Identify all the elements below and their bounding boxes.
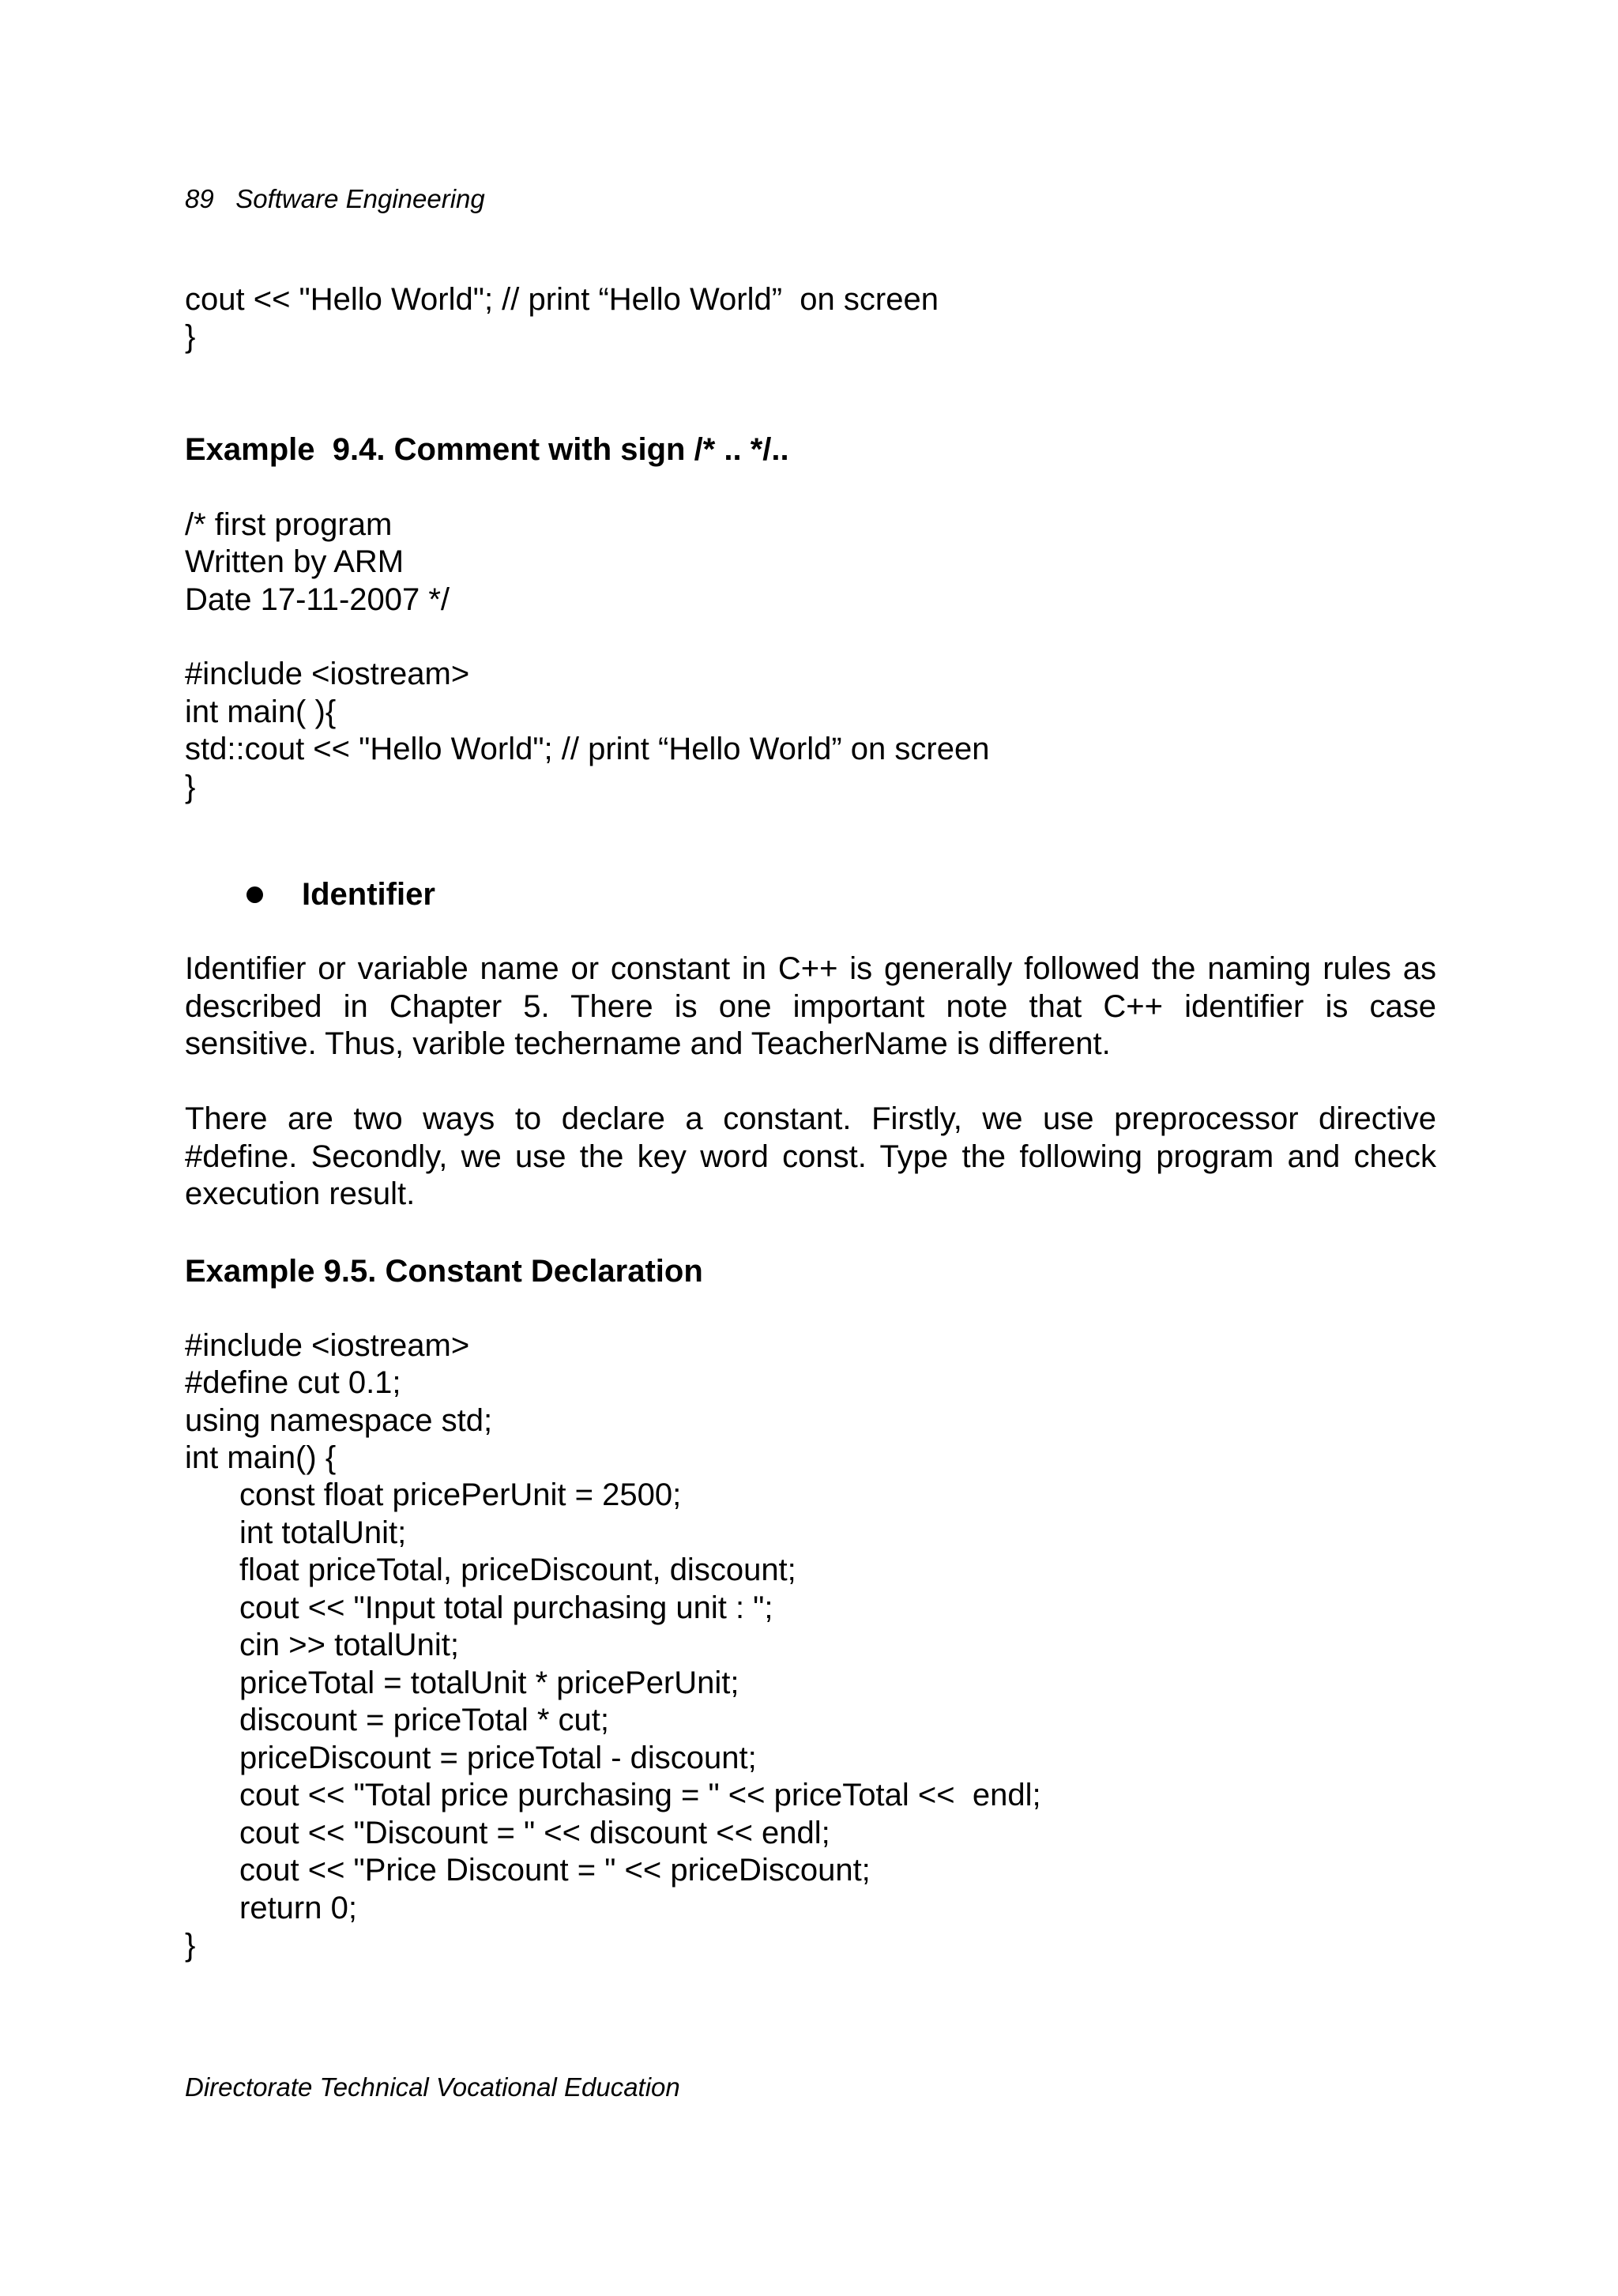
code-line: float priceTotal, priceDiscount, discount; bbox=[239, 1553, 796, 1587]
page-header bbox=[185, 183, 485, 215]
code-line: cout << "Hello World"; // print “Hello World” on screen bbox=[185, 282, 939, 317]
comment-line: Written by ARM bbox=[185, 544, 404, 579]
code-line: #include <iostream> bbox=[185, 657, 470, 691]
code-line: priceTotal = totalUnit * pricePerUnit; bbox=[239, 1666, 739, 1700]
code-line: #include <iostream> bbox=[185, 1328, 470, 1363]
code-line: int main( ){ bbox=[185, 694, 337, 729]
paragraph-line: sensitive. Thus, varible techername and TeacherName is different. bbox=[185, 1026, 1111, 1061]
code-line: cout << "Total price purchasing = " << priceTotal << endl; bbox=[239, 1778, 1041, 1812]
page-number: 89 bbox=[185, 184, 214, 213]
code-line: cin >> totalUnit; bbox=[239, 1628, 459, 1662]
example-9-4-title: Example 9.4. Comment with sign /* .. */.. bbox=[185, 432, 789, 467]
code-line: } bbox=[185, 319, 196, 354]
book-title: Software Engineering bbox=[235, 184, 485, 213]
code-line: cout << "Input total purchasing unit : "; bbox=[239, 1590, 773, 1625]
code-line: cout << "Discount = " << discount << endl; bbox=[239, 1816, 830, 1850]
comment-line: /* first program bbox=[185, 507, 393, 542]
code-line: using namespace std; bbox=[185, 1403, 493, 1438]
code-line: const float pricePerUnit = 2500; bbox=[239, 1477, 682, 1512]
identifier-paragraph bbox=[185, 950, 1436, 1063]
comment-line: Date 17-11-2007 */ bbox=[185, 582, 450, 617]
code-line: } bbox=[185, 1928, 196, 1963]
paragraph-line: Identifier or variable name or constant in C++ is generally followed the naming rules as bbox=[185, 951, 1436, 986]
code-line: return 0; bbox=[239, 1891, 357, 1925]
constant-paragraph bbox=[185, 1101, 1436, 1214]
code-line: int totalUnit; bbox=[239, 1515, 407, 1550]
bullet-icon bbox=[246, 886, 263, 903]
paragraph-line: described in Chapter 5. There is one important note that C++ identifier is case bbox=[185, 988, 1436, 1024]
paragraph-line: There are two ways to declare a constant. Firstly, we use preprocessor directive bbox=[185, 1101, 1436, 1136]
code-line: int main() { bbox=[185, 1440, 337, 1475]
code-line: priceDiscount = priceTotal - discount; bbox=[239, 1741, 757, 1775]
example-9-5-title: Example 9.5. Constant Declaration bbox=[185, 1254, 703, 1289]
code-line: std::cout << "Hello World"; // print “Hello World” on screen bbox=[185, 732, 990, 766]
paragraph-line: execution result. bbox=[185, 1176, 416, 1211]
code-line: discount = priceTotal * cut; bbox=[239, 1703, 610, 1737]
code-line: #define cut 0.1; bbox=[185, 1365, 401, 1400]
paragraph-line: #define. Secondly, we use the key word const. Type the following program and check bbox=[185, 1139, 1436, 1174]
code-line: cout << "Price Discount = " << priceDiscount; bbox=[239, 1853, 871, 1888]
page-footer: Directorate Technical Vocational Education bbox=[185, 2072, 680, 2102]
identifier-heading: Identifier bbox=[302, 877, 435, 912]
code-line: } bbox=[185, 770, 196, 804]
